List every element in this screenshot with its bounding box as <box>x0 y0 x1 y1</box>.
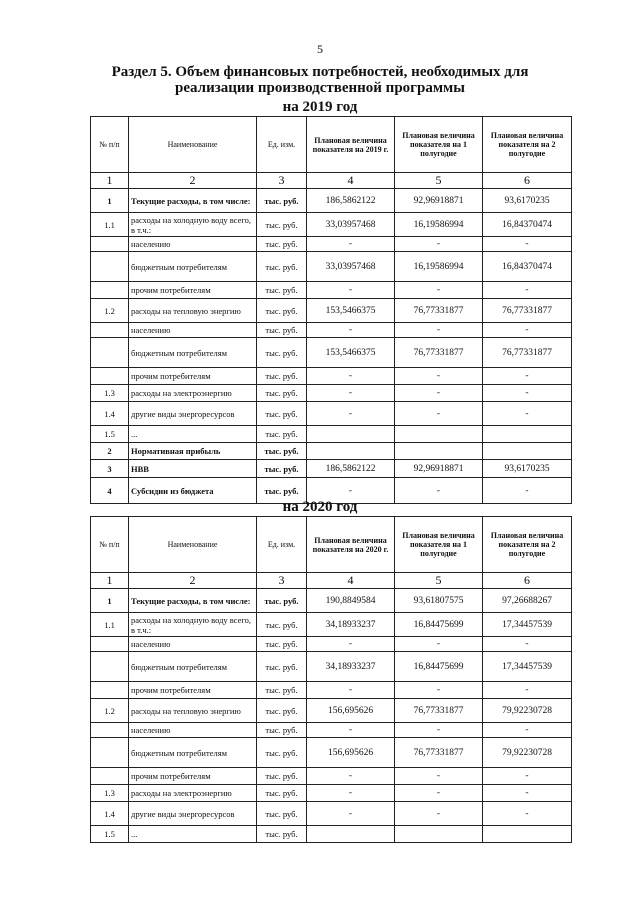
value-half-1: 16,19586994 <box>395 213 483 237</box>
financial-table-2020 <box>90 516 572 843</box>
value-total: - <box>307 402 395 426</box>
row-unit: тыс. руб. <box>257 368 307 385</box>
row-name: прочим потребителям <box>129 682 257 699</box>
value-half-1: - <box>395 402 483 426</box>
value-half-1: - <box>395 282 483 299</box>
column-header: Ед. изм. <box>257 117 307 173</box>
row-number <box>91 637 129 652</box>
value-total: 186,5862122 <box>307 460 395 478</box>
page-number: 5 <box>317 42 323 56</box>
row-unit: тыс. руб. <box>257 613 307 637</box>
value-total: 156,695626 <box>307 699 395 723</box>
value-half-1: 76,77331877 <box>395 738 483 768</box>
value-half-2: - <box>483 282 572 299</box>
row-number: 4 <box>91 478 129 504</box>
value-half-2: 17,34457539 <box>483 652 572 682</box>
value-half-2: - <box>483 478 572 504</box>
section-title: Раздел 5. Объем финансовых потребностей, необходимых для реализации производственной программы <box>111 64 529 96</box>
value-half-2: - <box>483 402 572 426</box>
value-half-2 <box>483 443 572 460</box>
row-number: 1.5 <box>91 826 129 843</box>
value-half-2: - <box>483 785 572 802</box>
table-row <box>91 785 572 802</box>
row-unit: тыс. руб. <box>257 443 307 460</box>
column-number: 1 <box>91 573 129 589</box>
value-total: - <box>307 637 395 652</box>
column-header: Плановая величина показателя на 1 полугодие <box>395 117 483 173</box>
column-header: Плановая величина показателя на 2 полугодие <box>483 517 572 573</box>
row-name: Субсидии из бюджета <box>129 478 257 504</box>
value-half-1: 76,77331877 <box>395 338 483 368</box>
row-name: населению <box>129 323 257 338</box>
header-row <box>91 517 572 573</box>
row-name: расходы на электроэнергию <box>129 785 257 802</box>
column-header: Плановая величина показателя на 2 полугодие <box>483 117 572 173</box>
row-name: Текущие расходы, в том числе: <box>129 589 257 613</box>
row-number <box>91 768 129 785</box>
value-half-1: - <box>395 237 483 252</box>
value-half-1: - <box>395 385 483 402</box>
row-number <box>91 252 129 282</box>
row-name: расходы на холодную воду всего, в т.ч.: <box>129 213 257 237</box>
column-number: 5 <box>395 573 483 589</box>
value-total: - <box>307 282 395 299</box>
row-name: бюджетным потребителям <box>129 252 257 282</box>
row-unit: тыс. руб. <box>257 723 307 738</box>
value-total: 156,695626 <box>307 738 395 768</box>
column-header: Плановая величина показателя на 1 полугодие <box>395 517 483 573</box>
value-half-1: - <box>395 323 483 338</box>
row-number: 1.5 <box>91 426 129 443</box>
row-name: бюджетным потребителям <box>129 652 257 682</box>
row-name: населению <box>129 237 257 252</box>
table-row <box>91 299 572 323</box>
row-name: ... <box>129 826 257 843</box>
table-row <box>91 443 572 460</box>
table-row <box>91 338 572 368</box>
value-half-1: 76,77331877 <box>395 699 483 723</box>
row-number <box>91 368 129 385</box>
value-total <box>307 826 395 843</box>
row-unit: тыс. руб. <box>257 299 307 323</box>
row-number <box>91 237 129 252</box>
value-total: - <box>307 323 395 338</box>
value-half-1 <box>395 826 483 843</box>
value-half-1: - <box>395 802 483 826</box>
row-name: населению <box>129 637 257 652</box>
value-half-1: - <box>395 768 483 785</box>
row-unit: тыс. руб. <box>257 682 307 699</box>
column-header: № п/п <box>91 117 129 173</box>
value-half-1: 16,19586994 <box>395 252 483 282</box>
row-unit: тыс. руб. <box>257 252 307 282</box>
value-half-2: 79,92230728 <box>483 738 572 768</box>
column-header: Ед. изм. <box>257 517 307 573</box>
value-half-2: - <box>483 802 572 826</box>
row-number: 1 <box>91 589 129 613</box>
row-unit: тыс. руб. <box>257 460 307 478</box>
financial-table-2019 <box>90 116 572 504</box>
row-unit: тыс. руб. <box>257 826 307 843</box>
table-row <box>91 637 572 652</box>
table-row <box>91 723 572 738</box>
row-unit: тыс. руб. <box>257 385 307 402</box>
value-total: 153,5466375 <box>307 338 395 368</box>
row-name: Нормативная прибыль <box>129 443 257 460</box>
value-half-2: 16,84370474 <box>483 252 572 282</box>
column-header: Плановая величина показателя на 2020 г. <box>307 517 395 573</box>
row-number: 2 <box>91 443 129 460</box>
table-row <box>91 189 572 213</box>
column-number: 3 <box>257 173 307 189</box>
row-number <box>91 682 129 699</box>
value-half-2: 76,77331877 <box>483 299 572 323</box>
row-number <box>91 723 129 738</box>
row-number: 1.1 <box>91 613 129 637</box>
value-half-2: 93,6170235 <box>483 460 572 478</box>
value-half-2: - <box>483 385 572 402</box>
value-total: - <box>307 768 395 785</box>
row-name: бюджетным потребителям <box>129 338 257 368</box>
value-half-1: 92,96918871 <box>395 460 483 478</box>
row-number: 1.4 <box>91 402 129 426</box>
value-total: 190,8849584 <box>307 589 395 613</box>
row-unit: тыс. руб. <box>257 323 307 338</box>
column-number: 1 <box>91 173 129 189</box>
row-unit: тыс. руб. <box>257 478 307 504</box>
value-half-1: - <box>395 723 483 738</box>
value-total: - <box>307 802 395 826</box>
table-row <box>91 237 572 252</box>
value-half-2 <box>483 426 572 443</box>
row-unit: тыс. руб. <box>257 338 307 368</box>
column-number: 6 <box>483 573 572 589</box>
column-number: 2 <box>129 573 257 589</box>
row-number: 1 <box>91 189 129 213</box>
value-half-2 <box>483 826 572 843</box>
value-half-1: - <box>395 637 483 652</box>
value-total: - <box>307 682 395 699</box>
year-label-2019: на 2019 год <box>282 99 358 115</box>
row-unit: тыс. руб. <box>257 213 307 237</box>
row-number: 1.3 <box>91 785 129 802</box>
table-row <box>91 802 572 826</box>
column-number: 6 <box>483 173 572 189</box>
value-half-1: 16,84475699 <box>395 613 483 637</box>
row-unit: тыс. руб. <box>257 802 307 826</box>
header-row <box>91 117 572 173</box>
table-row <box>91 738 572 768</box>
row-unit: тыс. руб. <box>257 282 307 299</box>
row-unit: тыс. руб. <box>257 589 307 613</box>
table-row <box>91 402 572 426</box>
column-number: 3 <box>257 573 307 589</box>
row-unit: тыс. руб. <box>257 237 307 252</box>
value-half-2: 79,92230728 <box>483 699 572 723</box>
value-half-2: - <box>483 682 572 699</box>
row-name: прочим потребителям <box>129 368 257 385</box>
value-total: 34,18933237 <box>307 613 395 637</box>
value-half-2: 97,26688267 <box>483 589 572 613</box>
value-half-2: - <box>483 323 572 338</box>
value-total: 33,03957468 <box>307 252 395 282</box>
value-total <box>307 426 395 443</box>
column-number-row <box>91 573 572 589</box>
row-unit: тыс. руб. <box>257 426 307 443</box>
row-name: расходы на холодную воду всего, в т.ч.: <box>129 613 257 637</box>
table-row <box>91 768 572 785</box>
row-number <box>91 282 129 299</box>
table-row <box>91 282 572 299</box>
row-name: населению <box>129 723 257 738</box>
row-number: 1.4 <box>91 802 129 826</box>
table-row <box>91 385 572 402</box>
value-half-2: 93,6170235 <box>483 189 572 213</box>
value-half-1 <box>395 443 483 460</box>
value-total: 153,5466375 <box>307 299 395 323</box>
value-half-2: 17,34457539 <box>483 613 572 637</box>
row-number: 3 <box>91 460 129 478</box>
year-label-2020: на 2020 год <box>282 499 358 515</box>
row-number <box>91 338 129 368</box>
column-number: 4 <box>307 573 395 589</box>
row-name: прочим потребителям <box>129 768 257 785</box>
row-name: расходы на электроэнергию <box>129 385 257 402</box>
row-name: расходы на тепловую энергию <box>129 299 257 323</box>
table-row <box>91 699 572 723</box>
value-half-1: 16,84475699 <box>395 652 483 682</box>
value-half-1: 93,61807575 <box>395 589 483 613</box>
value-total: 34,18933237 <box>307 652 395 682</box>
row-unit: тыс. руб. <box>257 189 307 213</box>
value-total: 33,03957468 <box>307 213 395 237</box>
table-row <box>91 826 572 843</box>
value-half-2: - <box>483 237 572 252</box>
table-row <box>91 652 572 682</box>
table-row <box>91 368 572 385</box>
table-row <box>91 589 572 613</box>
row-number: 1.1 <box>91 213 129 237</box>
value-half-2: - <box>483 723 572 738</box>
column-number-row <box>91 173 572 189</box>
table-row <box>91 252 572 282</box>
column-header: Наименование <box>129 517 257 573</box>
value-half-1: - <box>395 478 483 504</box>
row-unit: тыс. руб. <box>257 738 307 768</box>
row-unit: тыс. руб. <box>257 699 307 723</box>
table-row <box>91 213 572 237</box>
value-half-1: - <box>395 785 483 802</box>
table-row <box>91 460 572 478</box>
row-number: 1.2 <box>91 299 129 323</box>
row-unit: тыс. руб. <box>257 785 307 802</box>
value-total: - <box>307 723 395 738</box>
row-name: бюджетным потребителям <box>129 738 257 768</box>
value-total <box>307 443 395 460</box>
row-number <box>91 323 129 338</box>
column-header: Наименование <box>129 117 257 173</box>
table-row <box>91 613 572 637</box>
value-half-1: - <box>395 682 483 699</box>
value-total: 186,5862122 <box>307 189 395 213</box>
value-total: - <box>307 385 395 402</box>
column-number: 5 <box>395 173 483 189</box>
value-half-1: 92,96918871 <box>395 189 483 213</box>
row-name: ... <box>129 426 257 443</box>
value-total: - <box>307 368 395 385</box>
value-half-2: 76,77331877 <box>483 338 572 368</box>
row-name: другие виды энергоресурсов <box>129 402 257 426</box>
value-half-1: 76,77331877 <box>395 299 483 323</box>
column-number: 4 <box>307 173 395 189</box>
row-name: расходы на тепловую энергию <box>129 699 257 723</box>
value-total: - <box>307 237 395 252</box>
row-number: 1.3 <box>91 385 129 402</box>
value-half-1 <box>395 426 483 443</box>
value-total: - <box>307 785 395 802</box>
row-name: прочим потребителям <box>129 282 257 299</box>
row-number <box>91 652 129 682</box>
table-row <box>91 426 572 443</box>
row-unit: тыс. руб. <box>257 637 307 652</box>
table-row <box>91 682 572 699</box>
row-unit: тыс. руб. <box>257 652 307 682</box>
value-half-2: - <box>483 368 572 385</box>
column-number: 2 <box>129 173 257 189</box>
value-total: - <box>307 478 395 504</box>
column-header: № п/п <box>91 517 129 573</box>
row-unit: тыс. руб. <box>257 402 307 426</box>
row-number <box>91 738 129 768</box>
value-half-1: - <box>395 368 483 385</box>
column-header: Плановая величина показателя на 2019 г. <box>307 117 395 173</box>
value-half-2: - <box>483 768 572 785</box>
row-number: 1.2 <box>91 699 129 723</box>
value-half-2: 16,84370474 <box>483 213 572 237</box>
row-unit: тыс. руб. <box>257 768 307 785</box>
row-name: НВВ <box>129 460 257 478</box>
value-half-2: - <box>483 637 572 652</box>
row-name: другие виды энергоресурсов <box>129 802 257 826</box>
table-row <box>91 323 572 338</box>
row-name: Текущие расходы, в том числе: <box>129 189 257 213</box>
